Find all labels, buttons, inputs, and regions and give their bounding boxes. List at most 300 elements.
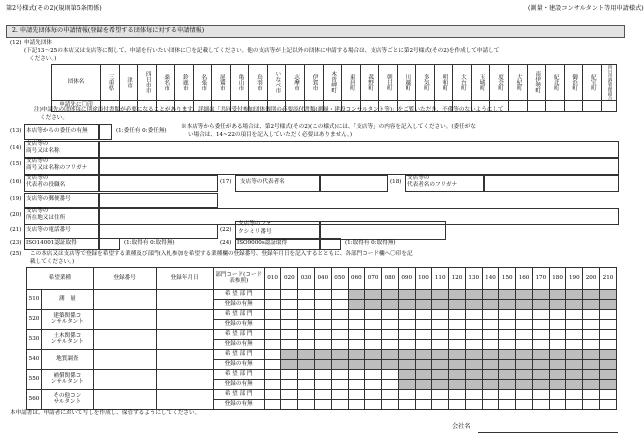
bumon-cell[interactable] (432, 320, 449, 330)
bumon-cell[interactable] (382, 310, 399, 320)
dantai-name (138, 65, 157, 101)
dantai-name (342, 65, 361, 101)
bumon-cell[interactable] (264, 390, 281, 400)
bumon-cell[interactable] (482, 390, 499, 400)
bumon-cell (465, 300, 482, 310)
bumon-cell[interactable] (348, 330, 365, 340)
bumon-cell[interactable] (566, 400, 583, 410)
bumon-cell[interactable] (314, 390, 331, 400)
bumon-cell[interactable] (348, 390, 365, 400)
bumon-cell[interactable] (566, 390, 583, 400)
mark-cell[interactable] (527, 101, 546, 112)
bumon-cell[interactable] (331, 340, 348, 350)
bumon-cell[interactable] (348, 340, 365, 350)
reg-no-input[interactable] (93, 290, 156, 310)
bumon-cell[interactable] (331, 300, 348, 310)
bumon-cell[interactable] (432, 390, 449, 400)
bumon-cell (382, 300, 399, 310)
bumon-cell[interactable] (398, 330, 415, 340)
item23-input[interactable] (98, 238, 120, 250)
dantai-name-text: 鳥羽市 (255, 74, 262, 91)
bumon-cell[interactable] (314, 380, 331, 390)
bumon-cell[interactable] (449, 320, 466, 330)
bumon-cell[interactable] (281, 400, 298, 410)
dantai-name (490, 65, 509, 101)
item13-note: ※本店等から委任がある場合は、第2号様式(その2)(この様式)には、「支店等」の内容を記入してください。(委任がな (181, 124, 476, 130)
bumon-cell[interactable] (532, 390, 549, 400)
dantai-name (546, 65, 565, 101)
bumon-cell[interactable] (583, 320, 600, 330)
bumon-cell[interactable] (599, 330, 616, 340)
bumon-cell[interactable] (264, 290, 281, 300)
dantai-name (323, 65, 342, 101)
bumon-cell[interactable] (314, 290, 331, 300)
bumon-cell[interactable] (532, 400, 549, 410)
dantai-table (51, 64, 617, 112)
bumon-cell[interactable] (465, 320, 482, 330)
bumon-cell[interactable] (415, 340, 432, 350)
header-bumon-code: 部門コード(コード表参照) (213, 268, 264, 290)
bumon-cell[interactable] (432, 310, 449, 320)
reg-date-input[interactable] (156, 370, 213, 390)
bumon-cell[interactable] (432, 330, 449, 340)
item15-label1: 支店等の (26, 158, 49, 164)
bumon-cell[interactable] (281, 340, 298, 350)
bumon-cell (499, 360, 516, 370)
bumon-cell[interactable] (365, 390, 382, 400)
bumon-cell[interactable] (599, 390, 616, 400)
item15-input[interactable] (98, 158, 619, 175)
bumon-cell[interactable] (599, 310, 616, 320)
gyoshu-name-line1: その他コン (53, 392, 82, 399)
item24-number: (24) (220, 240, 232, 246)
bumon-cell (482, 370, 499, 380)
bumon-cell[interactable] (516, 400, 533, 410)
bumon-cell[interactable] (516, 310, 533, 320)
dantai-name (267, 65, 286, 101)
bumon-cell[interactable] (499, 320, 516, 330)
bumon-cell[interactable] (331, 390, 348, 400)
bumon-cell[interactable] (314, 370, 331, 380)
bumon-code-header: 080 (382, 268, 399, 290)
bumon-cell[interactable] (298, 330, 315, 340)
bumon-cell[interactable] (398, 310, 415, 320)
mark-cell[interactable] (564, 101, 583, 112)
bumon-cell[interactable] (566, 320, 583, 330)
bumon-cell (532, 380, 549, 390)
bumon-cell (516, 290, 533, 300)
row-label-kibou: 希 望 部 門 (213, 290, 264, 300)
item13-note-cont: い場合は、14~22の項目を記入していただく必要はありません。) (188, 132, 353, 138)
item23-label: ISO14001認証取得 (26, 240, 77, 246)
bumon-cell (398, 380, 415, 390)
bumon-cell[interactable] (549, 400, 566, 410)
bumon-cell[interactable] (482, 320, 499, 330)
bumon-cell[interactable] (449, 330, 466, 340)
bumon-cell[interactable] (583, 400, 600, 410)
bumon-cell[interactable] (298, 310, 315, 320)
bumon-cell[interactable] (264, 340, 281, 350)
bumon-cell (482, 290, 499, 300)
reg-date-input[interactable] (156, 290, 213, 310)
bumon-cell[interactable] (415, 390, 432, 400)
bumon-cell (599, 370, 616, 380)
bumon-cell[interactable] (365, 310, 382, 320)
item16-input[interactable] (98, 175, 218, 192)
section-title: 2. 申請先団体毎の申請情報(登録を希望する団体毎に対する申請情報) (12, 27, 205, 34)
dantai-name (583, 65, 602, 101)
bumon-cell[interactable] (298, 400, 315, 410)
bumon-cell[interactable] (599, 340, 616, 350)
bumon-cell (415, 380, 432, 390)
item17-input[interactable] (319, 175, 388, 192)
bumon-cell[interactable] (532, 340, 549, 350)
bumon-cell[interactable] (499, 390, 516, 400)
reg-date-input[interactable] (156, 310, 213, 330)
dantai-name (416, 65, 435, 101)
bumon-cell[interactable] (281, 330, 298, 340)
bumon-cell (583, 290, 600, 300)
bumon-cell[interactable] (264, 400, 281, 410)
bumon-cell[interactable] (348, 310, 365, 320)
bumon-cell[interactable] (382, 340, 399, 350)
bumon-cell[interactable] (516, 330, 533, 340)
company-name-label: 会社名 (452, 423, 471, 430)
gyoshu-name-line1: 建築関係コ (53, 312, 82, 319)
dantai-name (286, 65, 305, 101)
bumon-cell (331, 360, 348, 370)
reg-no-input[interactable] (93, 350, 156, 370)
bumon-cell[interactable] (331, 290, 348, 300)
bumon-cell[interactable] (281, 390, 298, 400)
item14-input[interactable] (98, 141, 619, 158)
bumon-cell[interactable] (465, 310, 482, 320)
bumon-cell (348, 350, 365, 360)
bumon-cell (348, 290, 365, 300)
bumon-cell[interactable] (382, 380, 399, 390)
bumon-cell[interactable] (314, 320, 331, 330)
bumon-cell[interactable] (482, 340, 499, 350)
bumon-cell (449, 370, 466, 380)
bumon-code-header: 200 (583, 268, 600, 290)
bumon-cell[interactable] (465, 330, 482, 340)
dantai-row-label: 団体名 (52, 65, 101, 101)
bumon-cell[interactable] (348, 380, 365, 390)
bumon-cell[interactable] (549, 320, 566, 330)
bumon-cell[interactable] (499, 340, 516, 350)
bumon-cell (499, 370, 516, 380)
bumon-cell (549, 370, 566, 380)
bumon-cell[interactable] (382, 400, 399, 410)
bumon-cell (516, 370, 533, 380)
company-name-field[interactable] (478, 424, 618, 433)
dantai-name-text: 四日市市 (144, 71, 151, 94)
bumon-cell[interactable] (331, 370, 348, 380)
bumon-cell (298, 360, 315, 370)
bumon-cell[interactable] (298, 390, 315, 400)
bumon-cell[interactable] (382, 320, 399, 330)
row-label-kibou: 希 望 部 門 (213, 390, 264, 400)
bumon-cell[interactable] (398, 320, 415, 330)
bumon-code-header: 120 (449, 268, 466, 290)
bumon-cell[interactable] (599, 320, 616, 330)
item24-options: (1:取得有 0:取得無) (345, 240, 396, 246)
reg-date-input[interactable] (156, 350, 213, 370)
bumon-cell[interactable] (365, 340, 382, 350)
gyoshu-code: 530 (27, 330, 42, 350)
bumon-cell[interactable] (482, 310, 499, 320)
bumon-cell[interactable] (465, 340, 482, 350)
item22-number: (22) (220, 227, 232, 233)
bumon-cell[interactable] (314, 330, 331, 340)
bumon-cell (532, 290, 549, 300)
bumon-cell[interactable] (465, 400, 482, 410)
dantai-name (379, 65, 398, 101)
bumon-cell[interactable] (415, 320, 432, 330)
bumon-cell (432, 290, 449, 300)
bumon-cell[interactable] (382, 330, 399, 340)
bumon-cell[interactable] (264, 300, 281, 310)
bumon-cell[interactable] (331, 330, 348, 340)
bumon-cell (482, 300, 499, 310)
bumon-cell (499, 290, 516, 300)
bumon-cell[interactable] (532, 320, 549, 330)
mark-cell[interactable] (546, 101, 565, 112)
bumon-cell[interactable] (264, 350, 281, 360)
bumon-cell (314, 350, 331, 360)
bumon-cell[interactable] (331, 400, 348, 410)
bumon-cell[interactable] (398, 390, 415, 400)
bumon-cell[interactable] (449, 310, 466, 320)
bumon-cell[interactable] (599, 400, 616, 410)
bumon-cell[interactable] (331, 310, 348, 320)
bumon-cell (499, 350, 516, 360)
item16-number: (16) (10, 179, 22, 185)
bumon-cell[interactable] (281, 380, 298, 390)
dantai-name (212, 65, 231, 101)
bumon-code-header: 210 (599, 268, 616, 290)
bumon-cell[interactable] (298, 290, 315, 300)
bumon-cell[interactable] (298, 370, 315, 380)
bumon-cell (583, 350, 600, 360)
bumon-cell (566, 300, 583, 310)
bumon-cell (583, 300, 600, 310)
bumon-cell[interactable] (415, 400, 432, 410)
bumon-cell (449, 380, 466, 390)
bumon-cell[interactable] (281, 310, 298, 320)
bumon-cell (398, 300, 415, 310)
bumon-cell[interactable] (314, 400, 331, 410)
gyoshu-code: 560 (27, 390, 42, 410)
bumon-cell[interactable] (566, 310, 583, 320)
gyoshu-name-line2: サルタント (53, 398, 82, 405)
bumon-cell[interactable] (298, 340, 315, 350)
bumon-cell[interactable] (532, 330, 549, 340)
bumon-cell[interactable] (482, 400, 499, 410)
bumon-cell[interactable] (331, 320, 348, 330)
bumon-cell[interactable] (432, 400, 449, 410)
reg-no-input[interactable] (93, 370, 156, 390)
bumon-cell[interactable] (398, 340, 415, 350)
item20-label1: 支店等の (26, 208, 49, 214)
bumon-cell[interactable] (264, 370, 281, 380)
item13-input[interactable] (98, 124, 112, 140)
bumon-cell[interactable] (432, 340, 449, 350)
bumon-cell[interactable] (398, 400, 415, 410)
bumon-cell[interactable] (348, 320, 365, 330)
dantai-name-text: 紀北町 (552, 74, 559, 91)
bumon-cell[interactable] (382, 390, 399, 400)
gyoshu-code: 550 (27, 370, 42, 390)
dantai-name (564, 65, 583, 101)
bumon-cell[interactable] (298, 380, 315, 390)
bumon-cell[interactable] (382, 370, 399, 380)
bumon-cell[interactable] (549, 390, 566, 400)
bumon-cell (599, 290, 616, 300)
footer-note: 本申請書は、申請者において写しを作成し、保管するようにしてください。 (10, 410, 201, 416)
bumon-cell[interactable] (314, 300, 331, 310)
row-label-kibou: 希 望 部 門 (213, 310, 264, 320)
reg-date-input[interactable] (156, 390, 213, 410)
bumon-cell (516, 350, 533, 360)
bumon-cell[interactable] (365, 320, 382, 330)
bumon-cell (415, 370, 432, 380)
bumon-code-header: 090 (398, 268, 415, 290)
bumon-cell (398, 290, 415, 300)
bumon-cell[interactable] (449, 400, 466, 410)
dantai-name-text: 多気町 (422, 74, 429, 91)
bumon-cell[interactable] (583, 390, 600, 400)
bumon-cell[interactable] (583, 330, 600, 340)
bumon-code-header: 190 (566, 268, 583, 290)
bumon-cell[interactable] (298, 300, 315, 310)
item14-number: (14) (10, 145, 22, 151)
bumon-cell[interactable] (365, 370, 382, 380)
gyoshu-name-line1: 測 量 (58, 295, 76, 302)
bumon-code-header: 100 (415, 268, 432, 290)
mark-cell[interactable] (583, 101, 602, 112)
bumon-cell[interactable] (298, 320, 315, 330)
bumon-cell (599, 380, 616, 390)
item18-input[interactable] (483, 175, 619, 192)
reg-no-input[interactable] (93, 330, 156, 350)
dantai-name-text: 大紀町 (515, 74, 522, 91)
bumon-cell[interactable] (348, 400, 365, 410)
bumon-cell[interactable] (415, 330, 432, 340)
gyoshu-name (42, 350, 94, 370)
bumon-cell[interactable] (314, 340, 331, 350)
item21-input[interactable] (98, 224, 218, 239)
bumon-cell[interactable] (264, 320, 281, 330)
bumon-cell[interactable] (365, 330, 382, 340)
gyoshu-name (42, 310, 94, 330)
bumon-cell (398, 370, 415, 380)
bumon-cell[interactable] (365, 380, 382, 390)
bumon-cell[interactable] (449, 340, 466, 350)
item15-label2: 商号又は名称のフリガナ (26, 165, 88, 171)
bumon-cell[interactable] (566, 340, 583, 350)
bumon-code-header: 010 (264, 268, 281, 290)
bumon-cell[interactable] (532, 310, 549, 320)
bumon-cell[interactable] (566, 330, 583, 340)
bumon-cell[interactable] (465, 390, 482, 400)
bumon-cell[interactable] (583, 340, 600, 350)
bumon-cell[interactable] (365, 400, 382, 410)
bumon-cell[interactable] (583, 310, 600, 320)
item16-label2: 代表者の役職名 (26, 182, 66, 188)
bumon-cell (415, 360, 432, 370)
bumon-cell (516, 360, 533, 370)
gyoshu-name-line2: ンサルタント (50, 318, 84, 325)
item24-input[interactable] (319, 238, 341, 250)
item12-footnote-cont: ください。 (40, 115, 68, 121)
item18-label2: 代表者名のフリガナ (407, 182, 458, 188)
reg-date-input[interactable] (156, 330, 213, 350)
bumon-cell[interactable] (516, 390, 533, 400)
bumon-cell[interactable] (549, 310, 566, 320)
bumon-cell[interactable] (516, 340, 533, 350)
bumon-cell[interactable] (549, 330, 566, 340)
bumon-cell (566, 350, 583, 360)
dantai-name (119, 65, 138, 101)
dantai-name-text: 伊賀市 (311, 74, 318, 91)
dantai-name (471, 65, 490, 101)
item19-input[interactable] (98, 193, 218, 208)
bumon-code-header: 040 (314, 268, 331, 290)
bumon-cell (549, 350, 566, 360)
bumon-cell[interactable] (281, 300, 298, 310)
header-reg-date: 登録年月日 (156, 268, 213, 290)
bumon-cell[interactable] (264, 380, 281, 390)
dantai-name-text: 東員町 (348, 74, 355, 91)
bumon-cell[interactable] (281, 290, 298, 300)
bumon-cell[interactable] (516, 320, 533, 330)
bumon-cell[interactable] (264, 310, 281, 320)
bumon-cell[interactable] (281, 320, 298, 330)
item25-number: (25) (10, 251, 22, 257)
bumon-cell[interactable] (482, 330, 499, 340)
bumon-cell[interactable] (415, 310, 432, 320)
dantai-name-text: 志摩市 (293, 74, 300, 91)
bumon-cell[interactable] (449, 390, 466, 400)
bumon-code-header: 180 (549, 268, 566, 290)
bumon-cell[interactable] (331, 380, 348, 390)
item12-title: 申請先団体 (24, 40, 52, 46)
bumon-cell[interactable] (281, 370, 298, 380)
bumon-code-header: 150 (499, 268, 516, 290)
bumon-cell[interactable] (499, 400, 516, 410)
bumon-cell (298, 350, 315, 360)
reg-no-input[interactable] (93, 390, 156, 410)
gyoshu-code: 520 (27, 310, 42, 330)
bumon-cell[interactable] (499, 310, 516, 320)
bumon-cell (314, 360, 331, 370)
row-label-kibou: 希 望 部 門 (213, 330, 264, 340)
mark-cell[interactable] (601, 101, 616, 112)
mark-cell[interactable] (509, 101, 528, 112)
bumon-cell[interactable] (264, 360, 281, 370)
bumon-cell (566, 370, 583, 380)
bumon-cell[interactable] (549, 340, 566, 350)
bumon-cell[interactable] (348, 370, 365, 380)
bumon-cell (599, 360, 616, 370)
bumon-cell[interactable] (499, 330, 516, 340)
bumon-cell[interactable] (314, 310, 331, 320)
bumon-code-header: 110 (432, 268, 449, 290)
bumon-cell[interactable] (264, 330, 281, 340)
reg-no-input[interactable] (93, 310, 156, 330)
gyoshu-name (42, 370, 94, 390)
